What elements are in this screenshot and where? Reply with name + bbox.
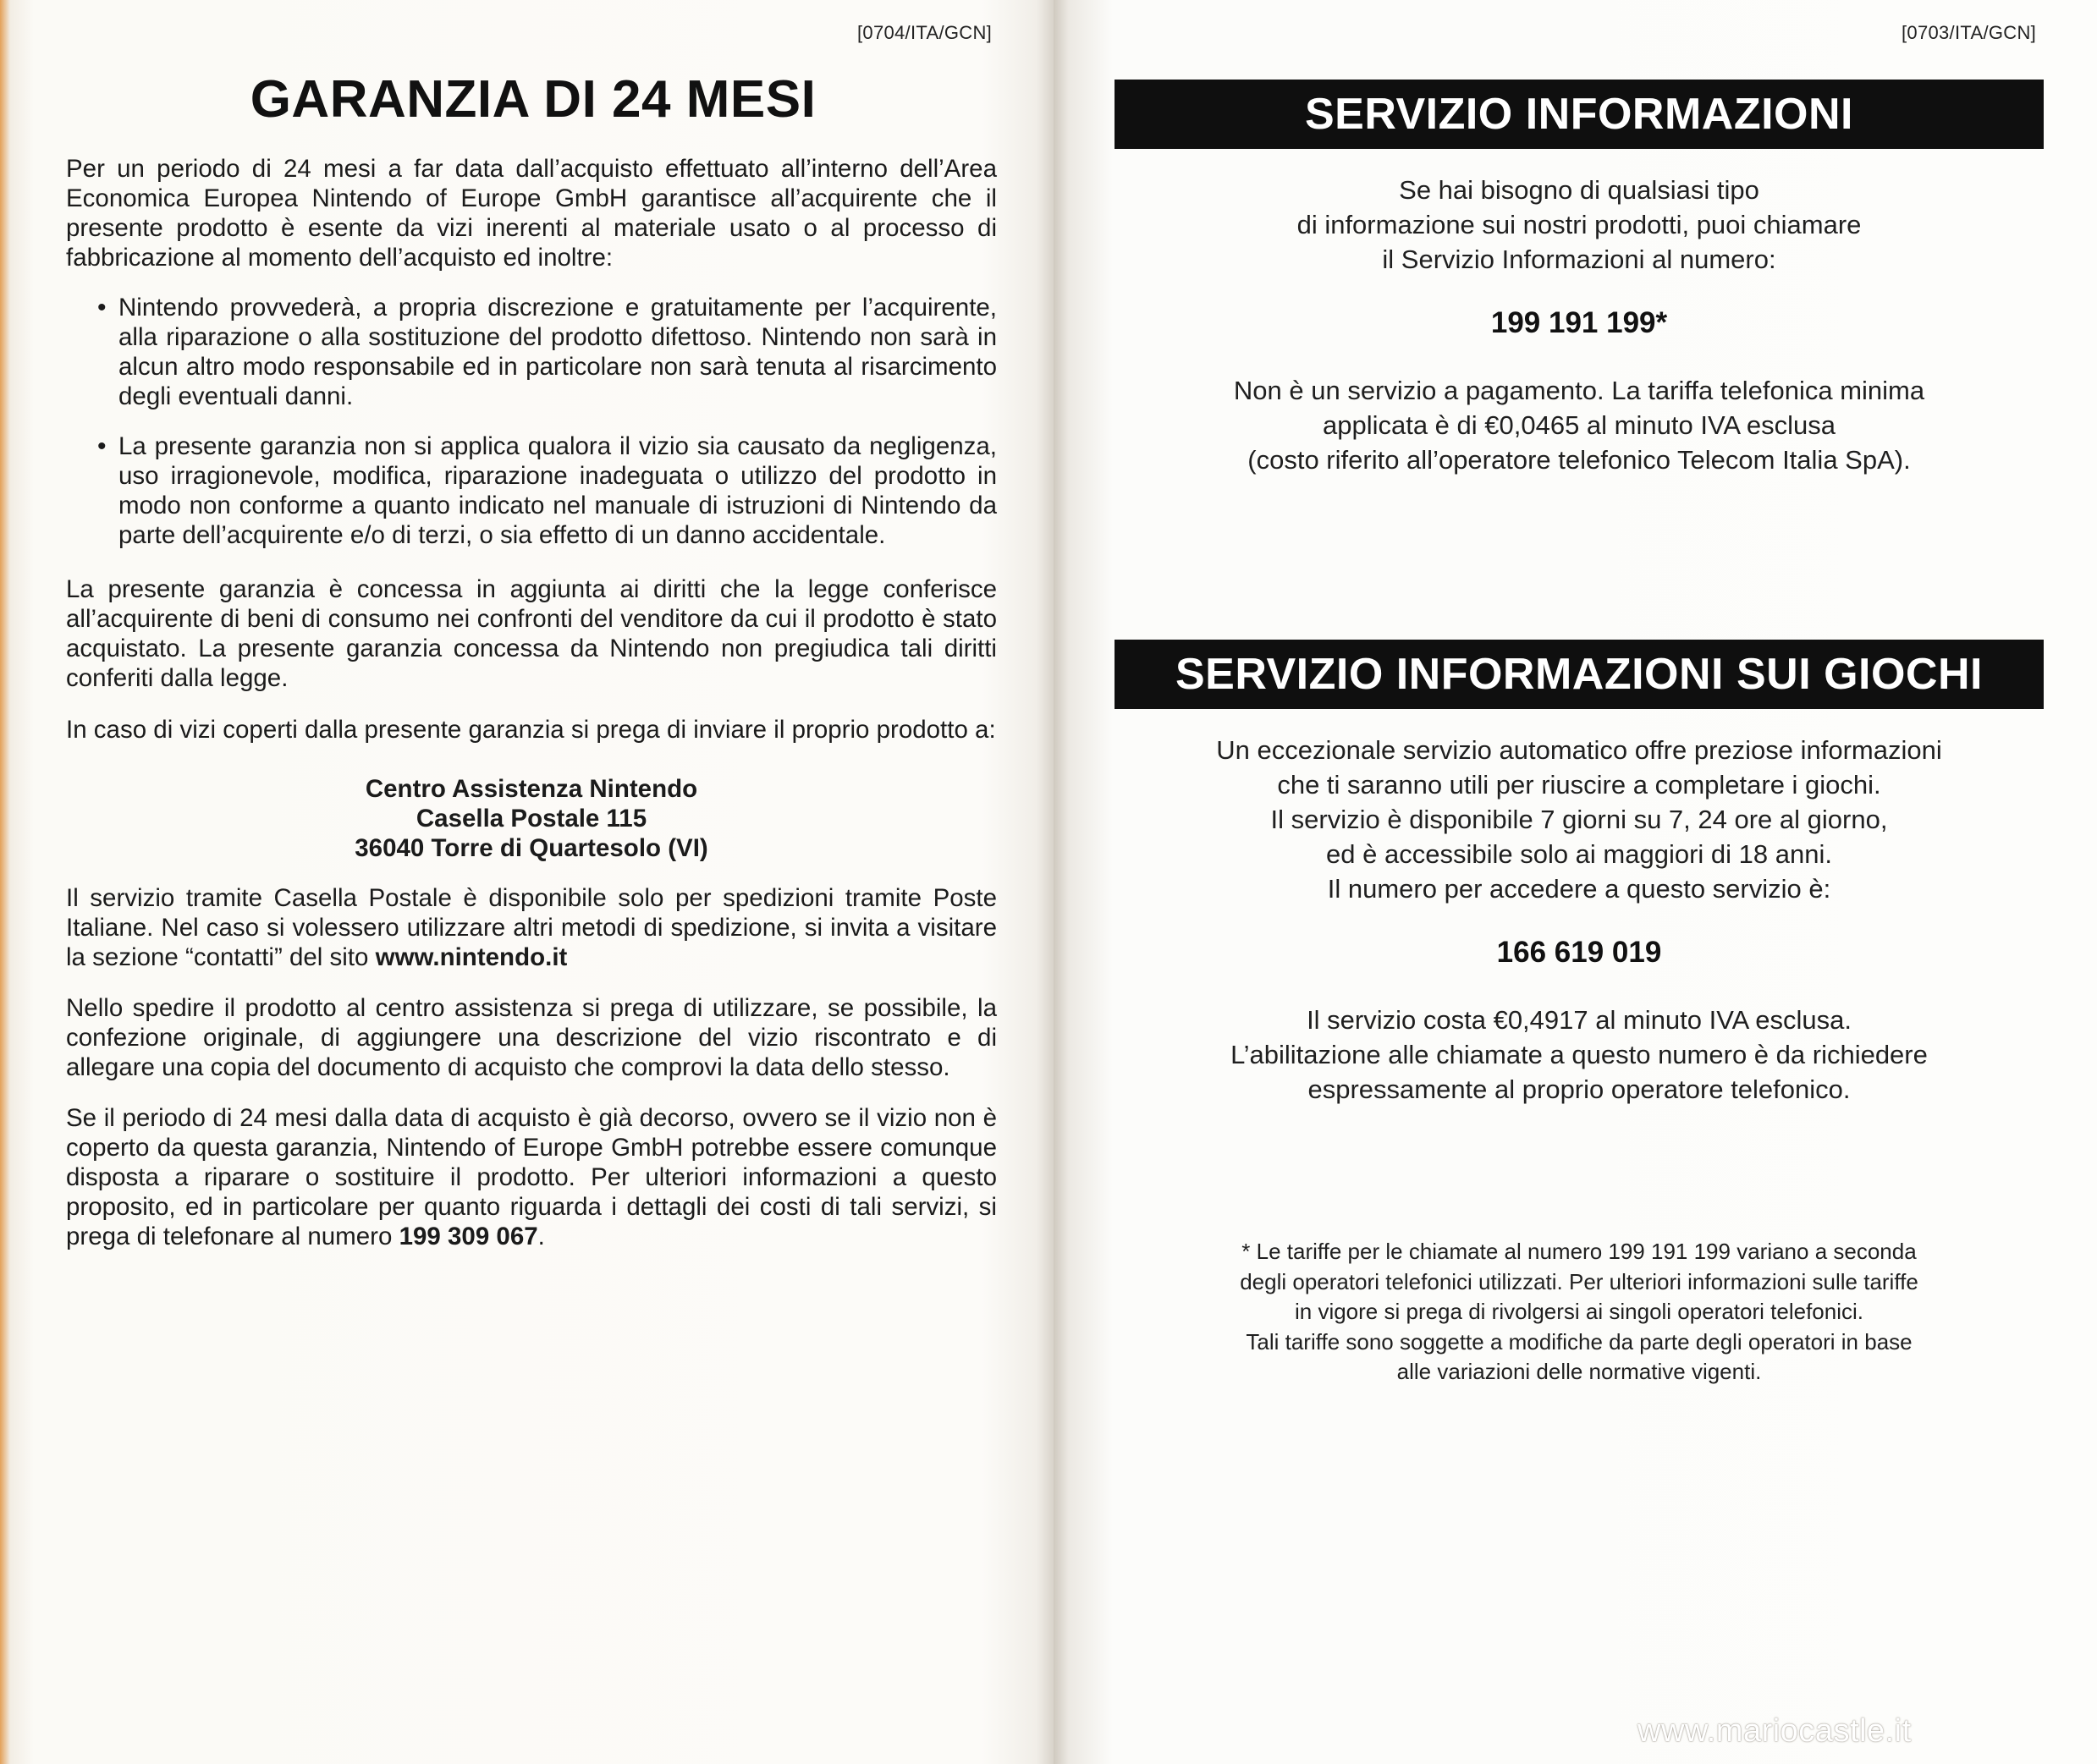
bullet-item [66,293,997,411]
expired-paragraph [66,1103,997,1251]
text-line: che ti saranno utili per riuscire a completare i giochi. [1277,770,1881,800]
text-line: Non è un servizio a pagamento. La tariffa telefonica minima [1233,376,1925,405]
footnote-line: in vigore si prega di rivolgersi ai singoli operatori telefonici. [1294,1299,1863,1324]
info-service-description [1115,173,2044,277]
address-line: Centro Assistenza Nintendo [365,775,698,803]
text-line: Il servizio è disponibile 7 giorni su 7, 24 ore al giorno, [1270,805,1888,834]
warranty-title: GARANZIA DI 24 MESI [250,70,817,129]
text-line: Se hai bisogno di qualsiasi tipo [1399,175,1759,205]
packaging-paragraph: Nello spedire il prodotto al centro assistenza si prega di utilizzare, se possibile, la confezione originale, di aggiungere una descrizione del vizio riscontrato e di allegare una copia del documento di acquisto che comprovi la data dello stesso. [66,994,997,1081]
tariff-footnote [1115,1237,2044,1388]
text-line: espressamente al proprio operatore telefonico. [1307,1074,1851,1104]
rights-paragraph: La presente garanzia è concessa in aggiunta ai diritti che la legge conferisce all’acquirente di beni di consumo nei confronti del venditore da cui il prodotto è stato acquistato. La presente garanzia concessa da Nintendo non pregiudica tali diritti conferiti dalla legge. [66,575,997,692]
text-line: L’abilitazione alle chiamate a questo numero è da richiedere [1230,1040,1928,1069]
bullet-text: La presente garanzia non si applica qualora il vizio sia causato da negligenza, uso irragionevole, modifica, riparazione inadeguata o utilizzo del prodotto in modo non conforme a quanto indicato nel manuale di istruzioni di Nintendo da parte dell’acquirente e/o di terzi, o sia effetto di un danno accidentale. [118,432,997,549]
text-line: di informazione sui nostri prodotti, puoi chiamare [1296,210,1862,239]
postal-paragraph [66,883,997,972]
footnote-line: degli operatori telefonici utilizzati. Per ulteriori informazioni sulle tariffe [1240,1268,1918,1294]
warranty-intro: Per un periodo di 24 mesi a far data dall’acquisto effettuato all’interno dell’Area Economica Europea Nintendo of Europe GmbH garantisce all’acquirente che il presente prodotto è esente da vizi inerenti al materiale usato o al processo di fabbricazione al momento dell’acquisto ed inoltre: [66,155,997,272]
info-service-cost [1115,373,2044,477]
games-service-banner: SERVIZIO INFORMAZIONI SUI GIOCHI [1115,640,2044,709]
postal-text: Il servizio tramite Casella Postale è disponibile solo per spedizioni tramite Poste Italiane. Nel caso si volessero utilizzare altri metodi di spedizione, si invita a visitare la sezione “contatti” del sito [66,884,997,971]
address-line: Casella Postale 115 [416,805,647,833]
send-paragraph: In caso di vizi coperti dalla presente garanzia si prega di inviare il proprio prodotto a: [66,716,996,744]
bullet-item [66,431,997,550]
text-line: Un eccezionale servizio automatico offre preziose informazioni [1216,735,1942,765]
website-watermark: www.mariocastle.it [1637,1713,1912,1749]
bullet-icon: • [97,294,107,321]
text-line: Il numero per accedere a questo servizio è: [1327,874,1831,904]
footnote-line: * Le tariffe per le chiamate al numero 199 191 199 variano a seconda [1241,1239,1917,1264]
footnote-line: alle variazioni delle normative vigenti. [1396,1359,1762,1384]
expired-end: . [537,1223,545,1250]
text-line: il Servizio Informazioni al numero: [1382,245,1776,274]
warranty-bullet-list [66,293,997,550]
text-line: applicata è di €0,0465 al minuto IVA esclusa [1322,410,1836,440]
service-center-address [66,774,997,863]
text-line: Il servizio costa €0,4917 al minuto IVA esclusa. [1307,1005,1852,1035]
games-phone-number: 166 619 019 [1496,936,1662,969]
text-line: ed è accessibile solo ai maggiori di 18 anni. [1326,839,1832,869]
info-service-banner: SERVIZIO INFORMAZIONI [1115,80,2044,149]
text-line: (costo riferito all’operatore telefonico Telecom Italia SpA). [1247,445,1911,475]
repair-phone-number: 199 309 067 [399,1223,538,1250]
footnote-line: Tali tariffe sono soggette a modifiche da parte degli operatori in base [1246,1328,1913,1355]
expired-text: Se il periodo di 24 mesi dalla data di acquisto è già decorso, ovvero se il vizio non è coperto da questa garanzia, Nintendo of Europe GmbH potrebbe essere comunque disposta a riparare o sostituire il prodotto. Per ulteriori informazioni a questo proposito, ed in particolare per quanto riguarda i dettagli dei costi di tali servizi, si prega di telefonare al numero [66,1104,997,1250]
games-service-cost [1115,1003,2044,1107]
right-page [1054,0,2097,1764]
right-page-code: [0703/ITA/GCN] [1902,22,2037,43]
left-page-code: [0704/ITA/GCN] [857,22,993,43]
nintendo-website-link[interactable]: www.nintendo.it [375,943,568,971]
info-phone-number: 199 191 199* [1490,306,1668,339]
bullet-icon: • [97,432,107,460]
bullet-text: Nintendo provvederà, a propria discrezione e gratuitamente per l’acquirente, alla riparazione o alla sostituzione del prodotto difettoso. Nintendo non sarà in alcun altro modo responsabile ed in particolare non sarà tenuta al risarcimento degli eventuali danni. [118,294,997,410]
games-service-description [1115,733,2044,906]
address-line: 36040 Torre di Quartesolo (VI) [355,834,708,862]
